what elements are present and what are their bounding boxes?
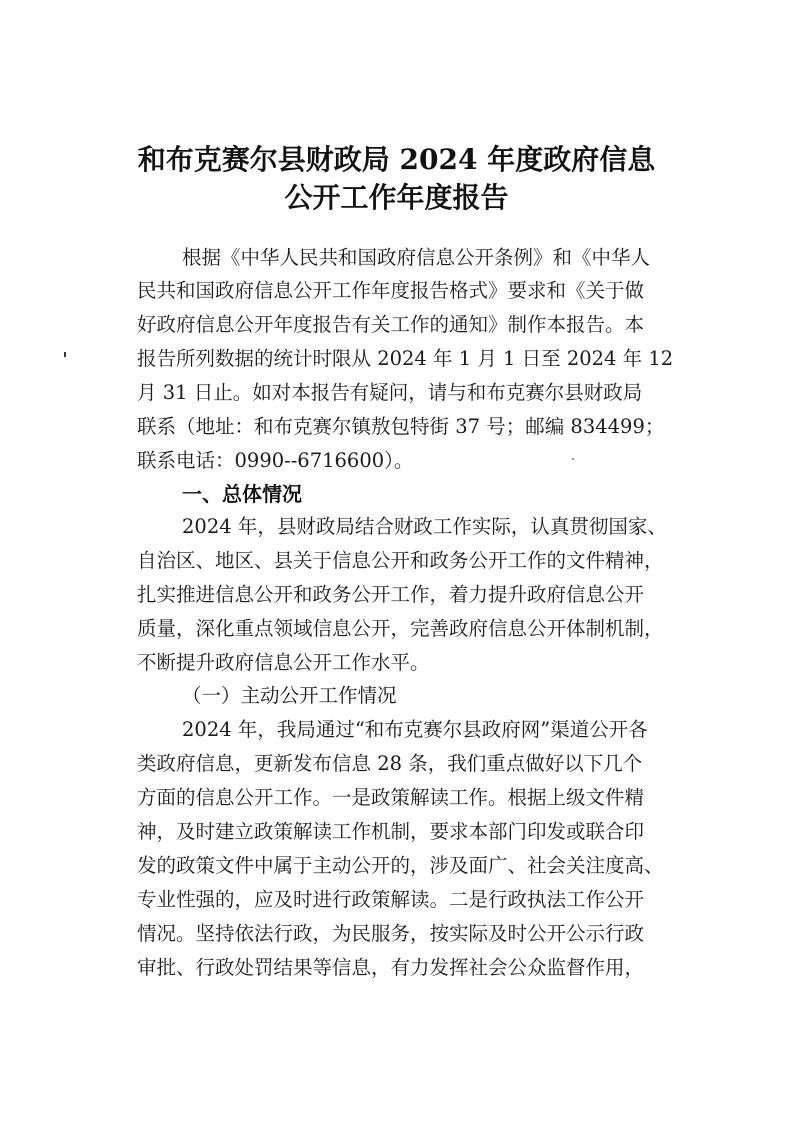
section1-line-1: 2024 年，县财政局结合财政工作实际，认真贯彻国家、 (182, 515, 667, 538)
document-title-line-1: 和布克赛尔县财政局 2024 年度政府信息 (137, 143, 656, 176)
document-title-line-2: 公开工作年度报告 (284, 181, 509, 214)
subsection1-line-5: 发的政策文件中属于主动公开的，涉及面广、社会关注度高、 (137, 854, 664, 877)
section1-line-5: 不断提升政府信息公开工作水平。 (137, 651, 430, 674)
subsection-heading-proactive-disclosure: （一）主动公开工作情况 (182, 684, 397, 707)
intro-line-7: 联系电话：0990--6716600）。 (137, 449, 414, 472)
section1-line-4: 质量，深化重点领域信息公开，完善政府信息公开体制机制， (137, 617, 664, 640)
subsection1-line-2: 类政府信息，更新发布信息 28 条，我们重点做好以下几个 (137, 752, 643, 775)
scan-speck (64, 352, 66, 357)
intro-line-3: 好政府信息公开年度报告有关工作的通知》制作本报告。本 (137, 313, 645, 336)
intro-line-4: 报告所列数据的统计时限从 2024 年 1 月 1 日至 2024 年 12 (137, 347, 674, 370)
subsection1-line-4: 神，及时建立政策解读工作机制，要求本部门印发或联合印 (137, 820, 645, 843)
intro-line-5: 月 31 日止。如对本报告有疑问，请与和布克赛尔县财政局 (137, 381, 643, 404)
intro-line-1: 根据《中华人民共和国政府信息公开条例》和《中华人 (182, 246, 651, 269)
section-heading-overview: 一、总体情况 (182, 482, 302, 506)
subsection1-line-6: 专业性强的，应及时进行政策解读。二是行政执法工作公开 (137, 888, 645, 911)
subsection1-line-1: 2024 年，我局通过“和布克赛尔县政府网”渠道公开各 (182, 718, 648, 741)
intro-line-6: 联系（地址：和布克赛尔镇敖包特街 37 号；邮编 834499； (137, 415, 665, 438)
subsection1-line-7: 情况。坚持依法行政，为民服务，按实际及时公开公示行政 (137, 922, 645, 945)
intro-line-2: 民共和国政府信息公开工作年度报告格式》要求和《关于做 (137, 279, 645, 302)
scan-speck (572, 458, 574, 460)
subsection1-line-8: 审批、行政处罚结果等信息，有力发挥社会公众监督作用， (137, 956, 645, 979)
section1-line-2: 自治区、地区、县关于信息公开和政务公开工作的文件精神， (137, 549, 664, 572)
subsection1-line-3: 方面的信息公开工作。一是政策解读工作。根据上级文件精 (137, 786, 645, 809)
section1-line-3: 扎实推进信息公开和政务公开工作，着力提升政府信息公开 (137, 583, 645, 606)
